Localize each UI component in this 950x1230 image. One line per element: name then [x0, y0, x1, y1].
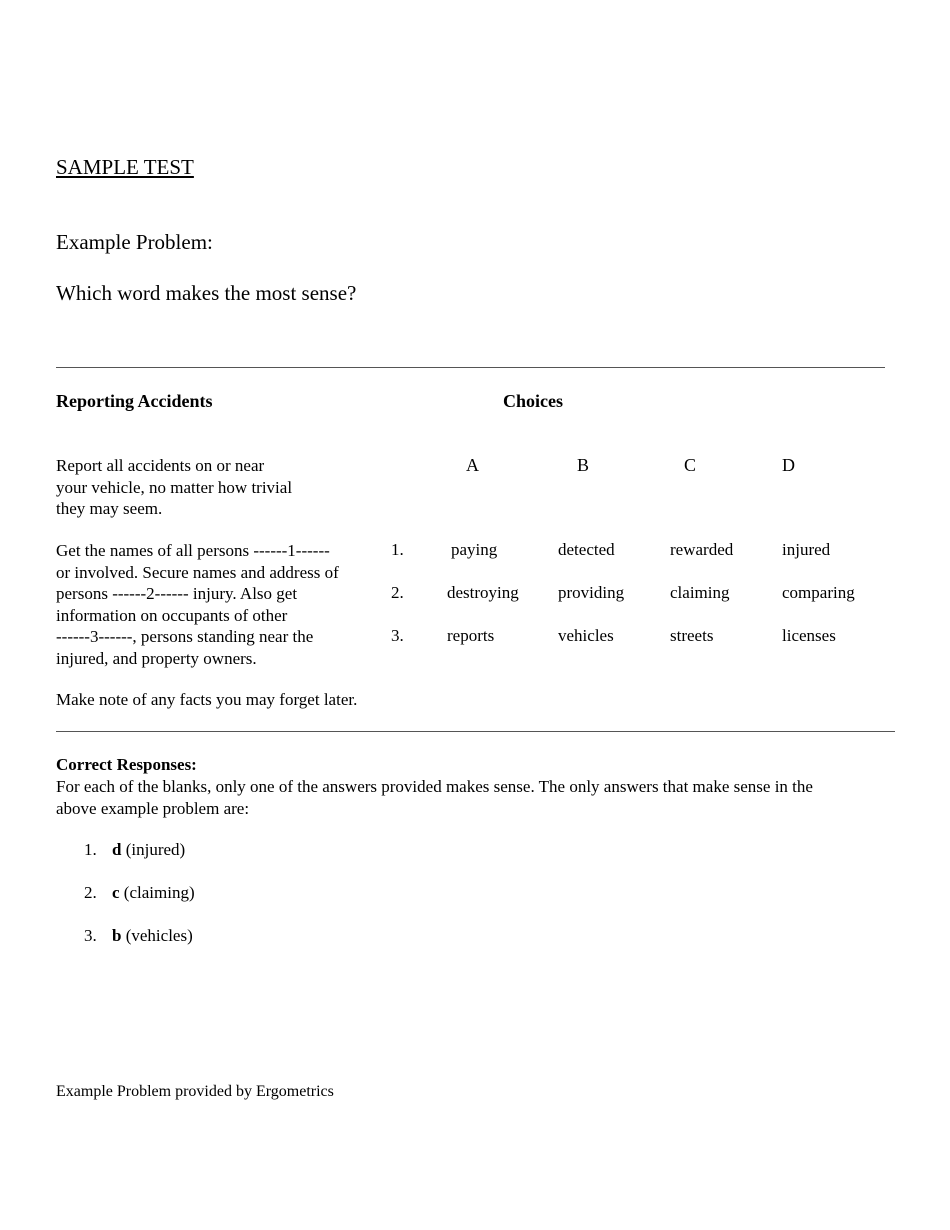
answer-2 [112, 883, 195, 903]
top-divider [56, 367, 885, 368]
answer-3-number: 3. [84, 926, 97, 945]
passage-line: ------3------, persons standing near the [56, 627, 314, 646]
section-title: Reporting Accidents [56, 391, 213, 411]
passage-line: persons ------2------ injury. Also get [56, 584, 298, 603]
responses-line: above example problem are: [56, 798, 250, 818]
passage-line: information on occupants of other [56, 605, 288, 625]
choice-2-option-a: destroying [447, 583, 519, 602]
choice-row-2-number: 2. [391, 583, 404, 602]
passage-line: Report all accidents on or near [56, 456, 265, 475]
responses-line: For each of the blanks, only one of the answers provided makes sense. The only answers that make sense in the [56, 777, 813, 796]
choice-row-1-number: 1. [391, 540, 404, 559]
example-label: Example Problem: [56, 230, 213, 254]
column-letter-d: D [782, 455, 795, 475]
answer-2-word: (claiming) [123, 883, 195, 902]
answer-1-number: 1. [84, 840, 97, 859]
choice-1-option-b: detected [558, 540, 615, 559]
passage-line: your vehicle, no matter how trivial [56, 477, 293, 497]
passage-note: Make note of any facts you may forget later. [56, 690, 358, 709]
choice-3-option-a: reports [447, 626, 495, 645]
column-letter-a: A [466, 455, 479, 475]
choice-3-option-c: streets [670, 626, 714, 645]
passage-body [56, 540, 339, 669]
passage-intro [56, 455, 292, 520]
question-prompt: Which word makes the most sense? [56, 281, 357, 305]
middle-divider [56, 731, 895, 732]
responses-title: Correct Responses: [56, 755, 197, 774]
passage-line: Get the names of all persons ------1------ [56, 541, 330, 560]
answer-1 [112, 840, 185, 860]
choice-2-option-d: comparing [782, 583, 855, 602]
passage-line: injured, and property owners. [56, 648, 257, 668]
responses-explanation [56, 776, 906, 819]
answer-1-word: (injured) [125, 840, 186, 859]
passage-line: or involved. Secure names and address of [56, 562, 339, 582]
page-title: SAMPLE TEST [56, 155, 194, 179]
column-letter-b: B [577, 455, 590, 475]
choice-row-3-number: 3. [391, 626, 404, 645]
choice-3-option-b: vehicles [558, 626, 614, 645]
answer-2-letter: c [112, 883, 120, 902]
choice-3-option-d: licenses [782, 626, 836, 645]
answer-3-letter: b [112, 926, 122, 945]
answer-3-word: (vehicles) [125, 926, 193, 945]
column-letter-c: C [684, 455, 697, 475]
answer-2-number: 2. [84, 883, 97, 902]
choice-1-option-a: paying [451, 540, 498, 559]
choice-2-option-b: providing [558, 583, 625, 602]
passage-line: they may seem. [56, 499, 163, 518]
answer-1-letter: d [112, 840, 122, 859]
choice-1-option-c: rewarded [670, 540, 734, 559]
choices-heading: Choices [503, 391, 563, 411]
answer-3 [112, 926, 193, 946]
choice-1-option-d: injured [782, 540, 831, 559]
choice-2-option-c: claiming [670, 583, 730, 602]
footer-credit: Example Problem provided by Ergometrics [56, 1083, 334, 1100]
